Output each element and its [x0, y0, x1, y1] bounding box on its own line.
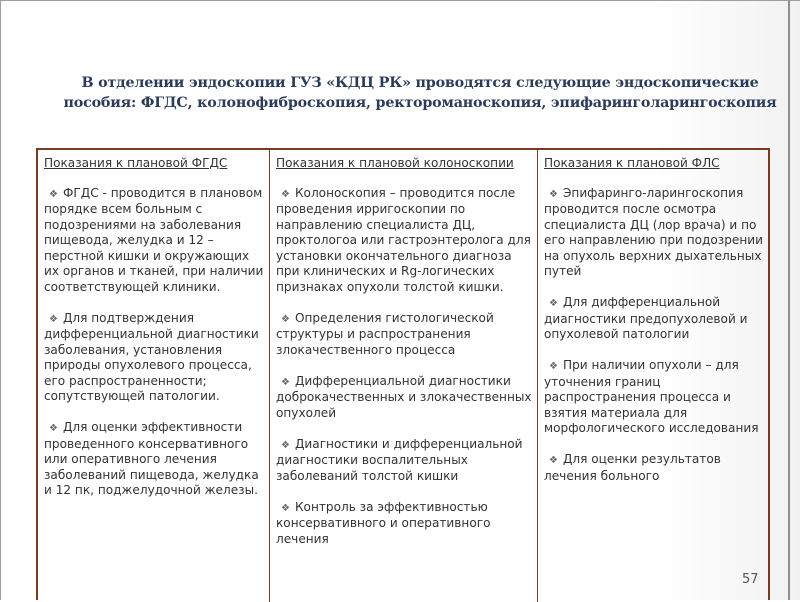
right-border	[788, 0, 790, 600]
list-item: ❖ Контроль за эффективностью консервативного и оперативного лечения	[276, 499, 491, 546]
diamond-bullet-icon: ❖	[281, 439, 290, 451]
list-item: ❖ ФГДС - проводится в плановом порядке всем больным с подозрениями на заболевания пищевода, желудка и 12 –перстной кишки и окружающих их органов и тканей, при наличии соответствующей клиники.	[44, 185, 264, 294]
column-header-fgds: Показания к плановой ФГДС	[44, 156, 228, 170]
list-item: ❖ Для подтверждения дифференциальной диагностики заболевания, установления природы опухолевого процесса, его распространенности; сопутствующей патологии.	[44, 310, 259, 403]
list-item: ❖ Эпифаринго-ларингоскопия проводится после осмотра специалиста ДЦ (лор врача) и по его направлению при подозрении на опухоль верхних дыхательных путей	[544, 185, 763, 278]
list-item: ❖ Колоноскопия – проводится после проведения ирригоскопии по направлению специалиста ДЦ, проктологоа или гастроэнтеролога для установки окончательного диагноза при клинических и Rg-логических признаках опухоли толстой кишки.	[276, 185, 531, 294]
list-item: ❖ Дифференциальной диагностики доброкачественных и злокачественных опухолей	[276, 373, 532, 420]
slide-title: В отделении эндоскопии ГУЗ «КДЦ РК» проводятся следующие эндоскопические пособия: ФГДС, колонофиброскопия, ректороманоскопия, эпифаринголарингоскопия	[63, 75, 777, 111]
list-item: ❖ Для оценки результатов лечения больного	[544, 452, 721, 483]
diamond-bullet-icon: ❖	[281, 313, 290, 325]
diamond-bullet-icon: ❖	[281, 376, 290, 388]
column-header-fls: Показания к плановой ФЛС	[544, 156, 720, 170]
diamond-bullet-icon: ❖	[281, 502, 290, 514]
column-header-colonoscopy: Показания к плановой колоноскопии	[276, 156, 514, 170]
indications-table	[36, 148, 770, 600]
column-fgds	[38, 150, 270, 602]
list-item: ❖ Для оценки эффективности проведенного консервативного или оперативного лечения заболеваний пищевода, желудка и 12 пк, поджелудочной железы.	[44, 420, 259, 497]
page-number: 57	[742, 572, 759, 587]
diamond-bullet-icon: ❖	[49, 423, 58, 434]
diamond-bullet-icon: ❖	[549, 298, 558, 309]
diamond-bullet-icon: ❖	[549, 455, 558, 466]
diamond-bullet-icon: ❖	[49, 188, 58, 200]
column-colonoscopy	[270, 150, 538, 602]
column-fls	[538, 150, 768, 602]
diamond-bullet-icon: ❖	[49, 313, 58, 325]
top-border	[0, 0, 800, 1]
diamond-bullet-icon: ❖	[549, 361, 558, 372]
list-item: ❖ При наличии опухоли – для уточнения границ распространения процесса и взятия материала для морфологического исследования	[544, 358, 759, 435]
diamond-bullet-icon: ❖	[281, 188, 290, 200]
list-item: ❖ Для дифференциальной диагностики предопухолевой и опухолевой патологии	[544, 295, 748, 341]
list-item: ❖ Диагностики и дифференциальной диагностики воспалительных заболеваний толстой кишки	[276, 436, 523, 483]
diamond-bullet-icon: ❖	[549, 188, 558, 200]
left-border	[0, 0, 1, 600]
list-item: ❖ Определения гистологической структуры и распространения злокачественного процесса	[276, 310, 494, 357]
